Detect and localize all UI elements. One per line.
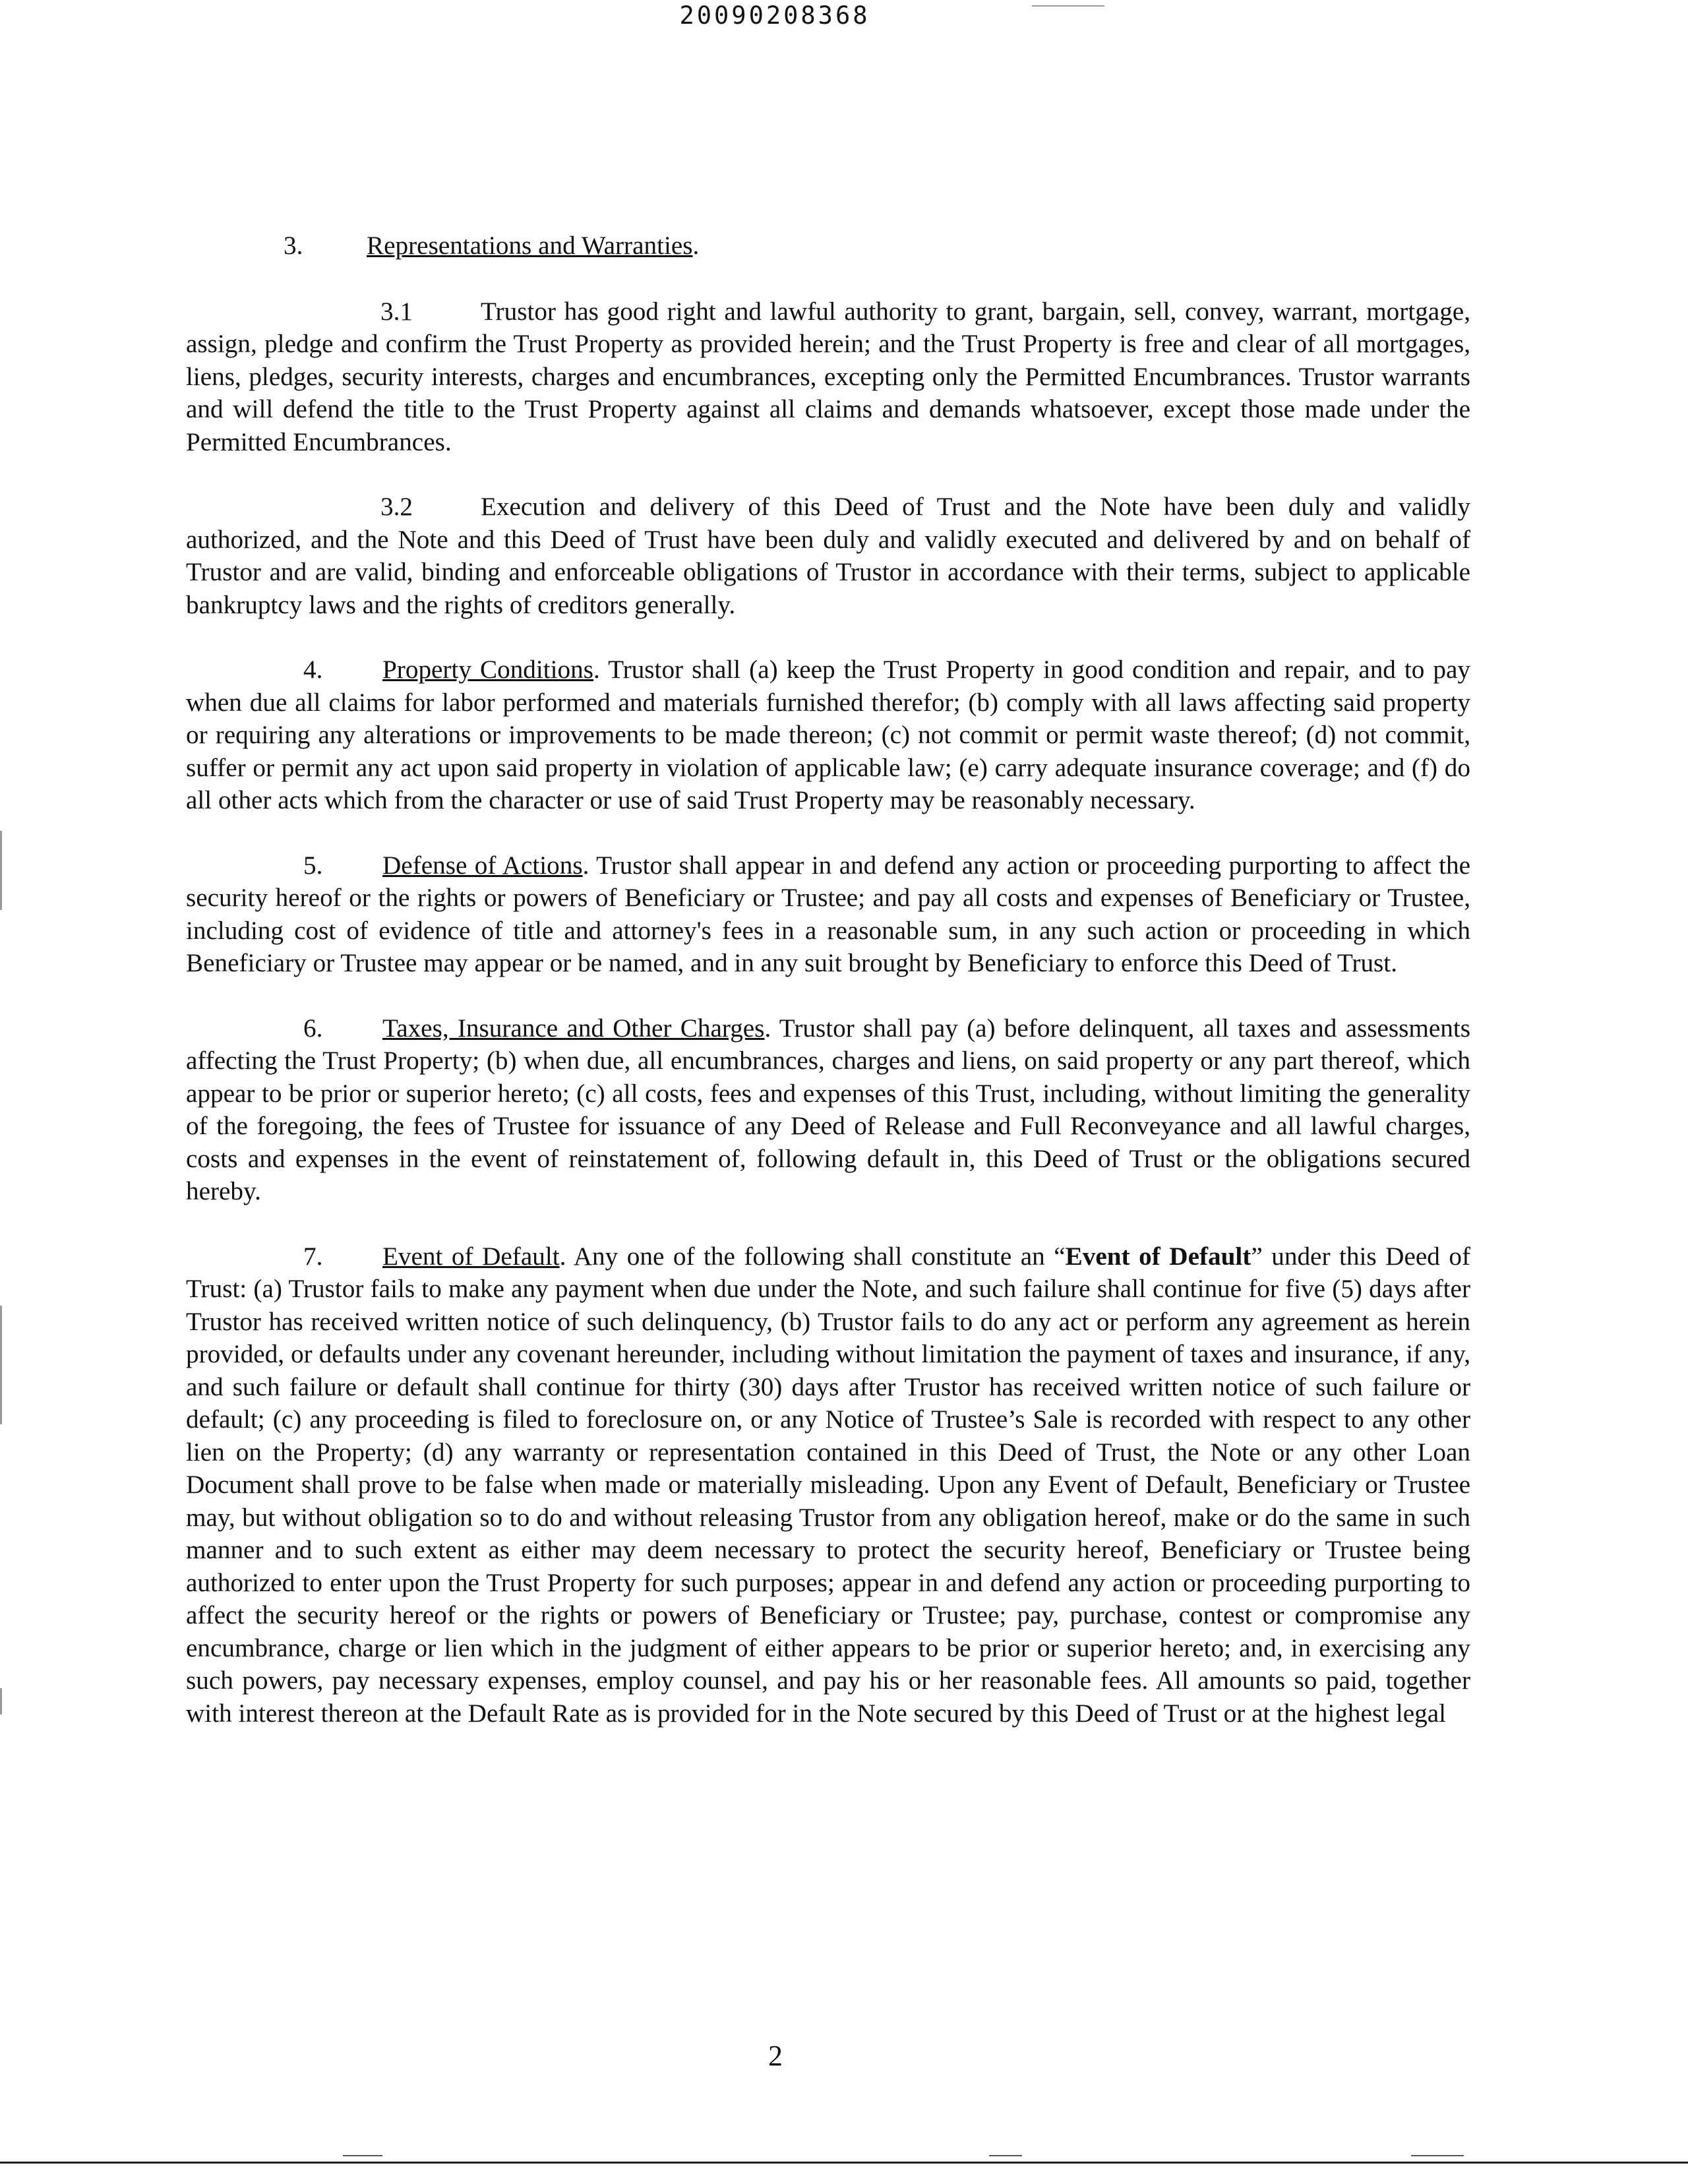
paragraph-text: Execution and delivery of this Deed of Trust and the Note have been duly and validly authorized, and the Note and this Deed of Trust have been duly and validly executed and delivered by and on behalf of Trustor and are valid, binding and enforceable obligations of Trustor in accordance with their terms, subject to applicable bankruptcy laws and the rights of creditors generally. [186,493,1470,619]
section-title: Representations and Warranties [367,231,693,260]
scan-mark [343,2155,382,2156]
section-title-suffix: . [692,231,700,260]
scan-edge-mark [0,1688,2,1714]
scan-edge-mark [0,1306,2,1424]
section-heading-3 [186,229,1470,262]
section-number: 5. [303,851,323,880]
paragraph-text: . Trustor shall pay (a) before delinquent, all taxes and assessments affecting the Trust Property; (b) when due, all encumbrances, charges and liens, on said property or any part thereof, which appear to be prior or superior hereto; (c) all costs, fees and expenses of this Trust, including, without limiting the generality of the foregoing, the fees of Trustee for issuance of any Deed of Release and Full Reconveyance and all lawful charges, costs and expenses in the event of reinstatement of, following default in, this Deed of Trust or the obligations secured hereby. [186,1014,1471,1205]
paragraph-4 [186,653,1470,817]
section-title: Event of Default [382,1242,560,1271]
section-number: 6. [303,1014,323,1043]
paragraph-text: ” under this Deed of Trust: (a) Trustor fails to make any payment when due under the Note, and such failure shall continue for five (5) days after Trustor has received written notice of such delinquency, (b) Trustor fails to do any act or perform any agreement as herein provided, or defaults under any covenant hereunder, including without limitation the payment of taxes and insurance, if any, and such failure or default shall continue for thirty (30) days after Trustor has received written notice of such failure or default; (c) any proceeding is filed to foreclosure on, or any Notice of Trustee’s Sale is recorded with respect to any other lien on the Property; (d) any warranty or representation contained in this Deed of Trust, the Note or any other Loan Document shall prove to be false when made or materially misleading. Upon any Event of Default, Beneficiary or Trustee may, but without obligation so to do and without releasing Trustor from any obligation hereof, make or do the same in such manner and to such extent as either may deem necessary to protect the security hereof, Beneficiary or Trustee being authorized to enter upon the Trust Property for such purposes; appear in and defend any action or proceeding purporting to affect the security hereof or the rights or powers of Beneficiary or Trustee; pay, purchase, contest or compromise any encumbrance, charge or lien which in the judgment of either appears to be prior or superior hereto; and, in exercising any such powers, pay necessary expenses, employ counsel, and pay his or her reasonable fees. All amounts so paid, together with interest thereon at the Default Rate as is provided for in the Note secured by this Deed of Trust or at the highest legal [186,1242,1470,1728]
paragraph-7 [186,1240,1470,1730]
document-body [186,229,1470,1730]
paragraph-3-2 [186,491,1470,621]
scan-mark [1032,5,1104,7]
section-number: 7. [303,1242,323,1271]
bottom-rule [0,2162,1688,2164]
paragraph-number: 3.2 [380,493,413,521]
paragraph-text-lead: . Any one of the following shall constitute an “ [559,1242,1066,1271]
paragraph-number: 3.1 [380,297,413,326]
scan-mark [1411,2155,1464,2156]
section-number: 3. [284,231,303,260]
paragraph-text: . Trustor shall appear in and defend any action or proceeding purporting to affect the security hereof or the rights or powers of Beneficiary or Trustee; and pay all costs and expenses of Beneficiary or Trustee, including cost of evidence of title and attorney's fees in a reasonable sum, in any such action or proceeding in which Beneficiary or Trustee may appear or be named, and in any suit brought by Beneficiary to enforce this Deed of Trust. [186,851,1470,977]
section-title: Property Conditions [382,655,593,684]
scan-mark [989,2155,1022,2156]
paragraph-6 [186,1012,1470,1208]
scan-edge-mark [0,831,2,910]
section-number: 4. [303,655,323,684]
section-title: Taxes, Insurance and Other Charges [382,1014,765,1043]
paragraph-text: . Trustor shall (a) keep the Trust Property in good condition and repair, and to pay when due all claims for labor performed and materials furnished therefor; (b) comply with all laws affecting said property or requiring any alterations or improvements to be made thereon; (c) not commit or permit waste thereof; (d) not commit, suffer or permit any act upon said property in violation of applicable law; (e) carry adequate insurance coverage; and (f) do all other acts which from the character or use of said Trust Property may be reasonably necessary. [186,655,1470,814]
paragraph-5 [186,849,1470,980]
document-number: 20090208368 [679,1,870,30]
defined-term: Event of Default [1065,1242,1251,1271]
paragraph-text: Trustor has good right and lawful authority to grant, bargain, sell, convey, warrant, mortgage, assign, pledge and confirm the Trust Property as provided herein; and the Trust Property is free and clear of all mortgages, liens, pledges, security interests, charges and encumbrances, excepting only the Permitted Encumbrances. Trustor warrants and will defend the title to the Trust Property against all claims and demands whatsoever, except those made under the Permitted Encumbrances. [186,297,1470,456]
section-title: Defense of Actions [382,851,583,880]
paragraph-3-1 [186,295,1470,459]
page-number: 2 [768,2040,783,2072]
